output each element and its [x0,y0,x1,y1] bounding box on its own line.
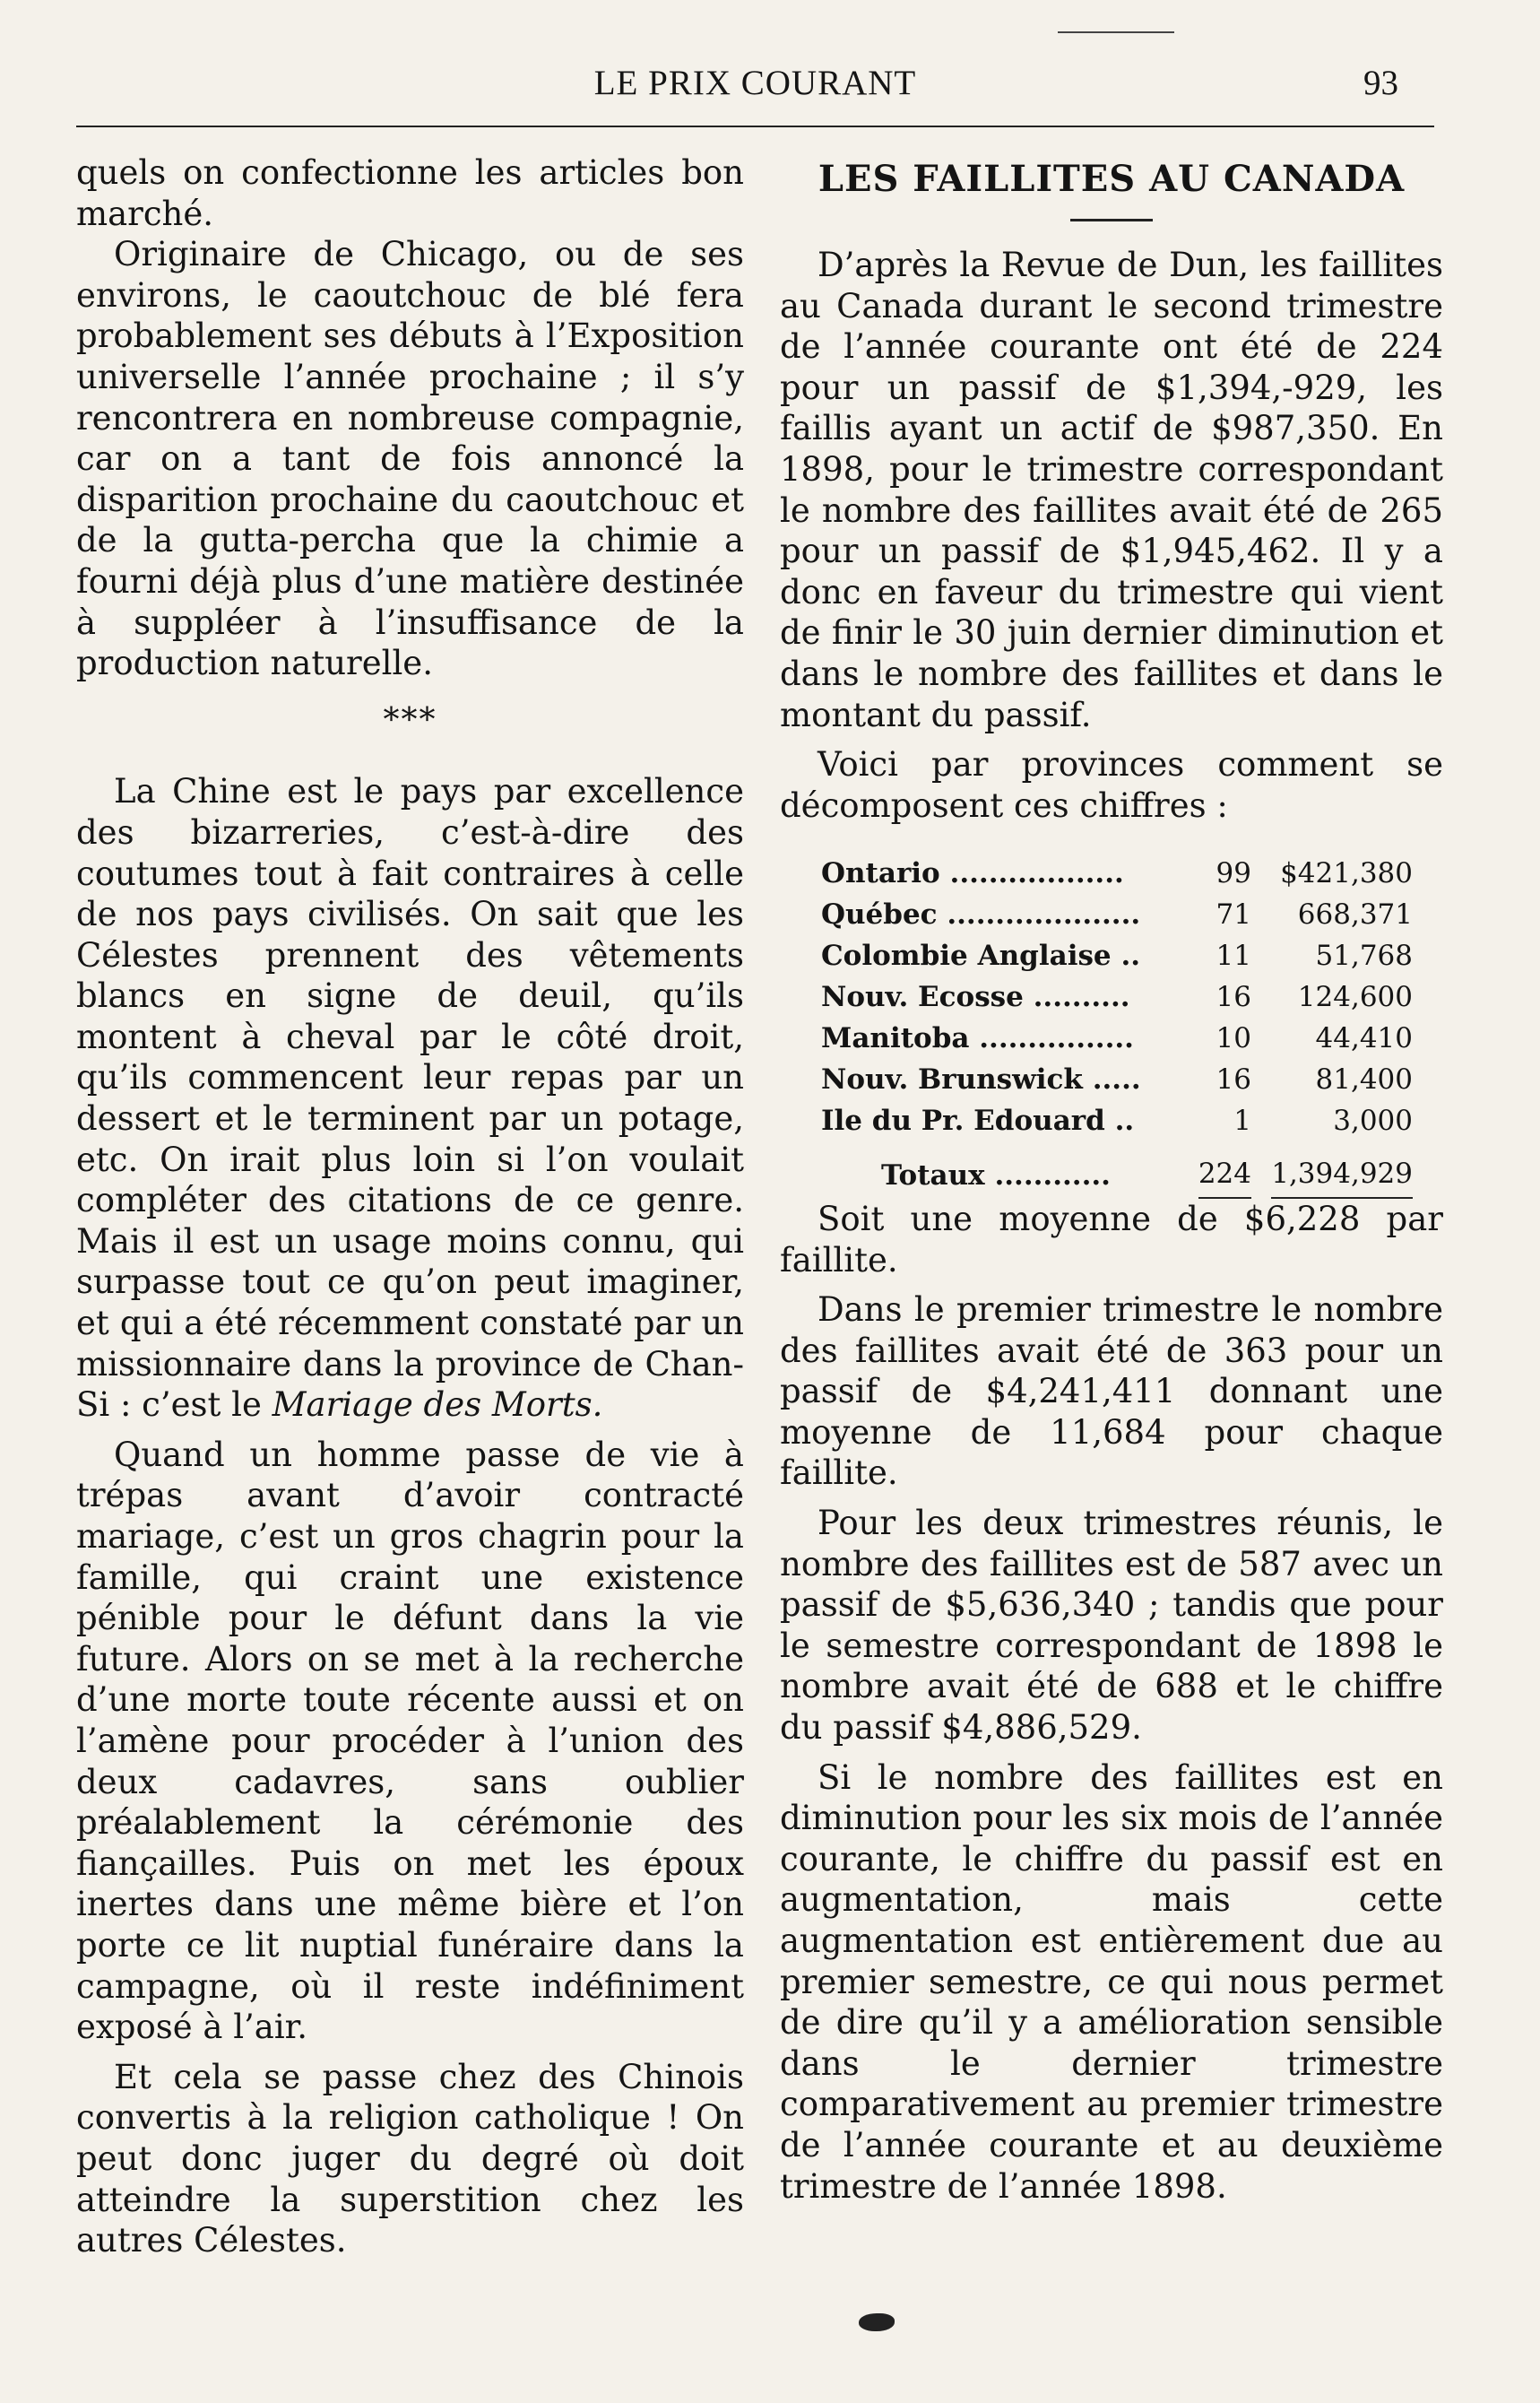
ink-blot-ornament [859,2313,895,2331]
provinces-table [821,853,1413,1199]
paragraph: Et cela se passe chez des Chinois convertis à la religion catholique ! On peut donc juger du degré où doit atteindre la superstition chez les autres Célestes. [76,2057,744,2260]
header-rule [76,126,1434,127]
paragraph: Pour les deux trimestres réunis, le nombre des faillites est de 587 avec un passif de $5,636,340 ; tandis que pour le semestre correspondant de 1898 le nombre avait été de 688 et le chiffre du passif $4,886,529. [780,1504,1443,1748]
page-number: 93 [1363,64,1398,102]
paragraph: quels on confectionne les articles bon marché. [76,153,744,233]
total-label: Totaux ............ [881,1159,1111,1193]
liability-amount: 51,768 [1315,939,1413,972]
province-name: Ile du Pr. Edouard .. [821,1104,1135,1137]
liability-amount: 44,410 [1315,1021,1413,1054]
article-heading: LES FAILLITES AU CANADA [818,158,1406,200]
total-amount: 1,394,929 [1271,1154,1413,1199]
liability-amount: 3,000 [1333,1104,1413,1137]
failure-count: 16 [1216,1063,1251,1096]
section-separator: *** [383,701,437,739]
failure-count: 99 [1216,856,1251,889]
italic-title: Mariage des Morts. [272,1385,603,1425]
province-name: Nouv. Brunswick ..... [821,1063,1141,1096]
table-row [821,1100,1413,1141]
left-column [76,152,744,2261]
heading-rule [1070,219,1153,221]
top-margin-mark [1058,31,1174,33]
province-name: Québec .................... [821,898,1141,931]
total-count: 224 [1198,1154,1251,1199]
failure-count: 11 [1216,939,1251,972]
paragraph: Originaire de Chicago, ou de ses environs, le caoutchouc de blé fera probablement ses débuts à l’Exposition universelle l’année prochaine ; il s’y rencontrera en nombreuse compagnie, car on a tant de fois annoncé la disparition prochaine du caoutchouc et de la gutta-percha que la chimie a fourni déjà plus d’une matière destinée à suppléer à l’insuffisance de la production naturelle. [76,235,744,683]
paragraph: Voici par provinces comment se décomposent ces chiffres : [780,745,1443,825]
paragraph: Quand un homme passe de vie à trépas avant d’avoir contracté mariage, c’est un gros chagrin pour la famille, qui craint une existence pénible pour le défunt dans la vie future. Alors on se met à la recherche d’une morte toute récente aussi et on l’amène pour procéder à l’union des deux cadavres, sans oublier préalablement la cérémonie des fiançailles. Puis on met les époux inertes dans une même bière et l’on porte ce lit nuptial funéraire dans la campagne, où il reste indéfiniment exposé à l’air. [76,1435,744,2047]
failure-count: 10 [1216,1021,1251,1054]
running-title: LE PRIX COURANT [593,64,917,102]
liability-amount: 668,371 [1297,898,1413,931]
failure-count: 71 [1216,898,1251,931]
table-row [821,976,1413,1018]
liability-amount: 81,400 [1315,1063,1413,1096]
paragraph [76,771,744,1426]
province-name: Nouv. Ecosse .......... [821,980,1130,1013]
table-total-row [821,1141,1413,1199]
province-name: Manitoba ................ [821,1021,1134,1054]
page-header [76,63,1434,126]
table-row [821,935,1413,976]
failure-count: 1 [1233,1104,1251,1137]
paragraph: Dans le premier trimestre le nombre des faillites avait été de 363 pour un passif de $4,241,411 donnant une moyenne de 11,684 pour chaque faillite. [780,1290,1443,1493]
paragraph: D’après la Revue de Dun, les faillites au Canada durant le second trimestre de l’année courante ont été de 224 pour un passif de $1,394,-929, les faillis ayant un actif de $987,350. En 1898, pour le trimestre correspondant le nombre des faillites avait été de 265 pour un passif de $1,945,462. Il y a donc en faveur du trimestre qui vient de finir le 30 juin dernier diminution et dans le nombre des faillites et dans le montant du passif. [780,246,1443,734]
table-row [821,853,1413,894]
liability-amount: 124,600 [1297,980,1413,1013]
table-row [821,1059,1413,1100]
paragraph: Soit une moyenne de $6,228 par faillite. [780,1199,1443,1280]
province-name: Colombie Anglaise .. [821,939,1141,972]
province-name: Ontario .................. [821,856,1124,889]
liability-amount: $421,380 [1280,856,1413,889]
table-row [821,894,1413,935]
paragraph-text: La Chine est le pays par excellence des bizarreries, c’est-à-dire des coutumes tout à fait contraires à celle de nos pays civilisés. On sait que les Célestes prennent des vêtements blancs en signe de deuil, qu’ils montent à cheval par le côté droit, qu’ils commencent leur repas par un dessert et le terminent par un potage, etc. On irait plus loin si l’on voulait compléter des citations de ce genre. Mais il est un usage moins connu, qui surpasse tout ce qu’on peut imaginer, et qui a été récemment constaté par un missionnaire dans la province de Chan-Si : c’est le [76,772,744,1425]
table-row [821,1018,1413,1059]
paragraph: Si le nombre des faillites est en diminution pour les six mois de l’année courante, le chiffre du passif est en augmentation, mais cette augmentation est entièrement due au premier semestre, ce qui nous permet de dire qu’il y a amélioration sensible dans le dernier trimestre comparativement au premier trimestre de l’année courante et au deuxième trimestre de l’année 1898. [780,1757,1443,2206]
failure-count: 16 [1216,980,1251,1013]
right-column [780,152,1443,2207]
